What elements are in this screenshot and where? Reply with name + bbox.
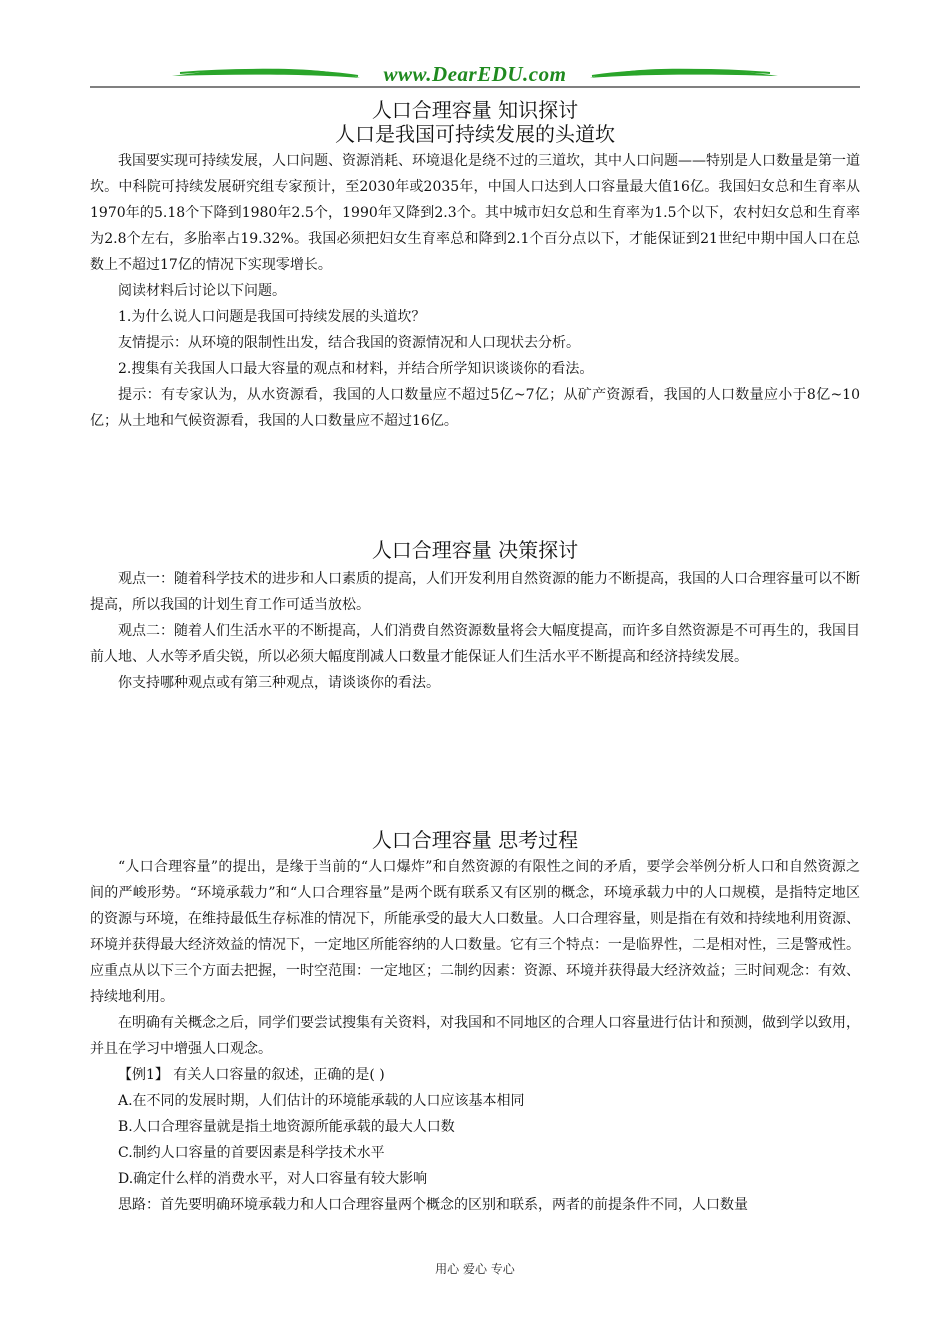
site-logo-text: www.DearEDU.com [383, 62, 567, 86]
page-footer: 用心 爱心 专心 [435, 1262, 515, 1276]
section-title: 人口合理容量 决策探讨 [371, 538, 579, 562]
document-body [90, 98, 860, 1218]
section-title: 人口合理容量 知识探讨 [371, 98, 579, 122]
paragraph: 观点一：随着科学技术的进步和人口素质的提高，人们开发利用自然资源的能力不断提高，我国的人口合理容量可以不断提高，所以我国的计划生育工作可适当放松。 [90, 571, 860, 613]
section-subtitle: 人口是我国可持续发展的头道坎 [335, 122, 615, 146]
page-header [90, 60, 860, 94]
answer-option: B.人口合理容量就是指土地资源所能承载的最大人口数 [118, 1119, 455, 1135]
hint-text: 友情提示：从环境的限制性出发，结合我国的资源情况和人口现状去分析。 [118, 335, 580, 351]
section-title: 人口合理容量 思考过程 [371, 828, 579, 852]
question-item: 2.搜集有关我国人口最大容量的观点和材料，并结合所学知识谈谈你的看法。 [118, 361, 594, 377]
paragraph: 你支持哪种观点或有第三种观点，请谈谈你的看法。 [118, 675, 440, 691]
reasoning-text: 思路：首先要明确环境承载力和人口合理容量两个概念的区别和联系，两者的前提条件不同，人口数量 [118, 1197, 748, 1213]
answer-option: A.在不同的发展时期，人们估计的环境能承载的人口应该基本相同 [118, 1093, 525, 1109]
question-item: 1.为什么说人口问题是我国可持续发展的头道坎？ [118, 309, 426, 325]
paragraph: 我国要实现可持续发展，人口问题、资源消耗、环境退化是绕不过的三道坎，其中人口问题——特别是人口数量是第一道坎。中科院可持续发展研究组专家预计，至2030年或2035年，中国人口达到人口容量最大值16亿。我国妇女总和生育率从1970年的5.18个下降到1980年2.5个，1990年又降到2.3个。其中城市妇女总和生育率为1.5个以下，农村妇女总和生育率为2.8个左右，多胎率占19.32%。我国必须把妇女生育率总和降到2.1个百分点以下，才能保证到21世纪中期中国人口在总数上不超过17亿的情况下实现零增长。 [90, 153, 860, 273]
paragraph: 在明确有关概念之后，同学们要尝试搜集有关资料，对我国和不同地区的合理人口容量进行估计和预测，做到学以致用，并且在学习中增强人口观念。 [90, 1015, 860, 1057]
paragraph: “人口合理容量”的提出，是缘于当前的“人口爆炸”和自然资源的有限性之间的矛盾，要学会举例分析人口和自然资源之间的严峻形势。“环境承载力”和“人口合理容量”是两个既有联系又有区别的概念，环境承载力中的人口规模，是指特定地区的资源与环境，在维持最低生存标准的情况下，所能承受的最大人口数量。人口合理容量，则是指在有效和持续地利用资源、环境并获得最大经济效益的情况下，一定地区所能容纳的人口数量。它有三个特点：一是临界性，二是相对性，三是警戒性。应重点从以下三个方面去把握，一时空范围：一定地区；二制约因素：资源、环境并获得最大经济效益；三时间观念：有效、持续地利用。 [90, 859, 860, 1005]
paragraph: 观点二：随着人们生活水平的不断提高，人们消费自然资源数量将会大幅度提高，而许多自然资源是不可再生的，我国目前人地、人水等矛盾尖锐，所以必须大幅度削减人口数量才能保证人们生活水平不断提高和经济持续发展。 [90, 623, 860, 665]
section-decision [90, 538, 860, 696]
section-knowledge [90, 98, 860, 434]
hint-text: 提示：有专家认为，从水资源看，我国的人口数量应不超过5亿~7亿；从矿产资源看，我国的人口数量应小于8亿~10亿；从土地和气候资源看，我国的人口数量应不超过16亿。 [90, 387, 860, 429]
example-question: 【例1】 有关人口容量的叙述，正确的是( ) [118, 1067, 385, 1083]
section-thinking [90, 828, 860, 1218]
answer-option: D.确定什么样的消费水平，对人口容量有较大影响 [118, 1171, 428, 1187]
paragraph: 阅读材料后讨论以下问题。 [118, 283, 286, 299]
answer-option: C.制约人口容量的首要因素是科学技术水平 [118, 1145, 385, 1161]
